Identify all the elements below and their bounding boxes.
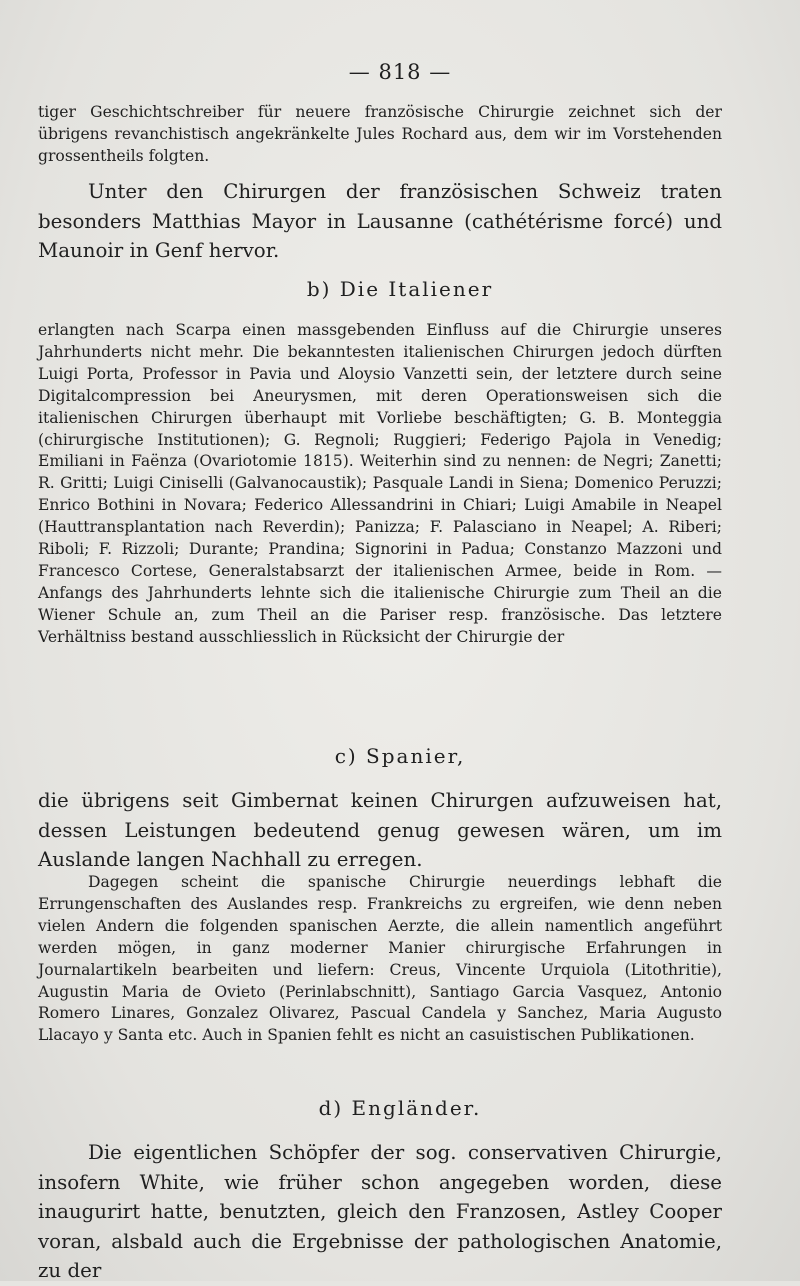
heading-englishmen: d) Engländer. bbox=[318, 1096, 482, 1120]
heading-italians: b) Die Italiener bbox=[306, 277, 494, 301]
paragraph-englishmen: Die eigentlichen Schöpfer der sog. conservativen Chirurgie, insofern White, wie früher schon angegeben worden, diese inaugurirt hatte, benutzten, gleich den Franzosen, Astley Cooper voran, alsbald auch die Ergebnisse der pathologischen Anatomie, zu der bbox=[38, 1141, 722, 1282]
heading-spaniards: c) Spanier, bbox=[334, 744, 466, 768]
paragraph-spaniards: Dagegen scheint die spanische Chirurgie neuerdings lebhaft die Errungenschaften des Auslandes resp. Frankreichs zu ergreifen, wie denn neben vielen Andern die folgenden spanischen Aerzte, die allein namentlich angeführt werden mögen, in ganz moderner Manier chirurgische Erfahrungen in Journalartikeln bearbeiten und liefern: Creus, Vincente Urquiola (Litothritie), Augustin Maria de Ovieto (Perinlabschnitt), Santiago Garcia Vasquez, Antonio Romero Linares, Gonzalez Olivarez, Pascual Candela y Sanchez, Maria Augusto Llacayo y Santa etc. Auch in Spanien fehlt es nicht an casuistischen Publikationen. bbox=[38, 873, 722, 1045]
paragraph-spaniards-intro: die übrigens seit Gimbernat keinen Chirurgen aufzuweisen hat, dessen Leistungen bedeutend genug gewesen wären, um im Auslande langen Nachhall zu erregen. bbox=[38, 789, 722, 871]
page-number: — 818 — bbox=[348, 60, 452, 84]
paragraph-continuation: tiger Geschichtschreiber für neuere französische Chirurgie zeichnet sich der übrigens revanchistisch angekränkelte Jules Rochard aus, dem wir im Vorstehenden grossentheils folgten. bbox=[38, 103, 722, 165]
paragraph-french-swiss: Unter den Chirurgen der französischen Schweiz traten besonders Matthias Mayor in Lausanne (cathétérisme forcé) und Maunoir in Genf hervor. bbox=[38, 180, 722, 262]
paragraph-italians: erlangten nach Scarpa einen massgebenden Einfluss auf die Chirurgie unseres Jahrhunderts nicht mehr. Die bekanntesten italienischen Chirurgen jedoch dürften Luigi Porta, Professor in Pavia und Aloysio Vanzetti sein, der letztere durch seine Digitalcompression bei Aneurysmen, mit deren Operationsweisen sich die italienischen Chirurgen überhaupt mit Vorliebe beschäftigten; G. B. Monteggia (chirurgische Institutionen); G. Regnoli; Ruggieri; Federigo Pajola in Venedig; Emiliani in Faënza (Ovariotomie 1815). Weiterhin sind zu nennen: de Negri; Zanetti; R. Gritti; Luigi Ciniselli (Galvanocaustik); Pasquale Landi in Siena; Domenico Peruzzi; Enrico Bothini in Novara; Federico Allessandrini in Chiari; Luigi Amabile in Neapel (Hauttransplantation nach Reverdin); Panizza; F. Palasciano in Neapel; A. Riberi; Riboli; F. Rizzoli; Durante; Prandina; Signorini in Padua; Constanzo Mazzoni und Francesco Cortese, Generalstabsarzt der italienischen Armee, beide in Rom. — Anfangs des Jahrhunderts lehnte sich die italienische Chirurgie zum Theil an die Wiener Schule an, zum Theil an die Pariser resp. französische. Das letztere Verhältniss bestand ausschliesslich in Rücksicht der Chirurgie der bbox=[38, 321, 722, 646]
